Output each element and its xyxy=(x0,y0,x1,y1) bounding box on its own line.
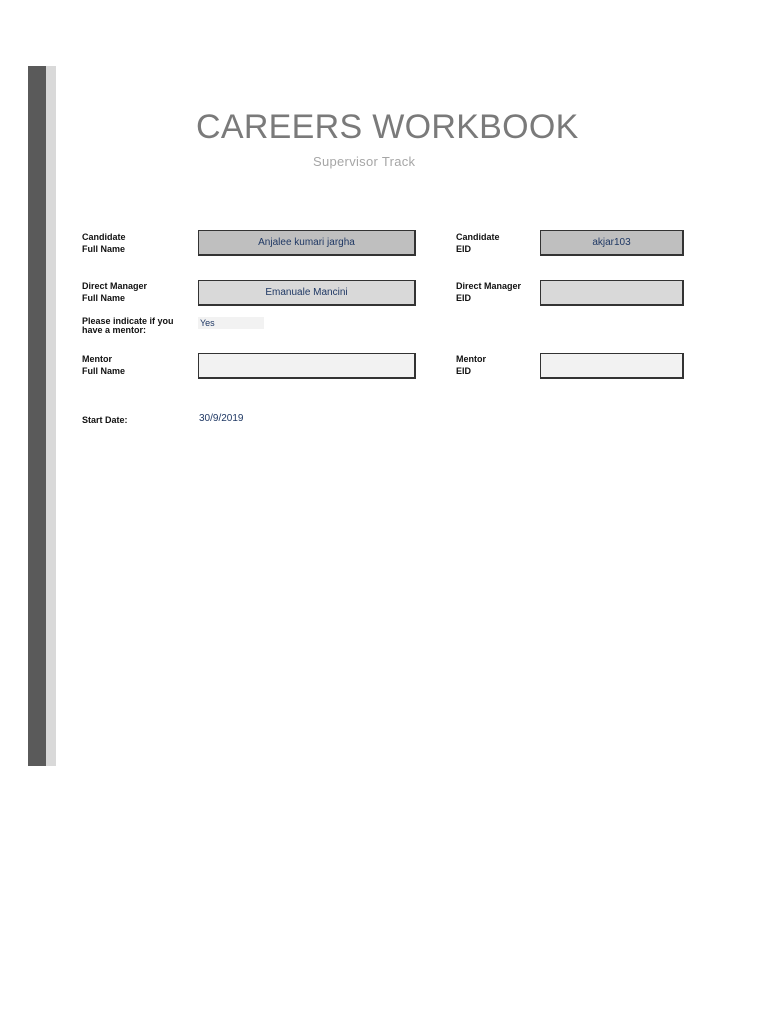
candidate-eid-label-line2: EID xyxy=(456,244,472,254)
mentor-answer-select[interactable]: Yes xyxy=(198,317,264,329)
manager-eid-field[interactable] xyxy=(540,280,684,306)
start-date-value[interactable]: 30/9/2019 xyxy=(199,413,244,424)
mentor-question-line2: have a mentor: xyxy=(82,325,147,335)
page-title: CAREERS WORKBOOK xyxy=(196,108,579,146)
page-subtitle: Supervisor Track xyxy=(313,154,416,169)
sidebar-dark-stripe xyxy=(28,66,46,766)
start-date-label: Start Date: xyxy=(82,415,128,425)
manager-name-label xyxy=(82,280,147,304)
mentor-eid-label-line1: Mentor xyxy=(456,354,486,364)
mentor-question-label xyxy=(82,317,174,335)
mentor-name-label-line1: Mentor xyxy=(82,354,112,364)
manager-name-field[interactable]: Emanuale Mancini xyxy=(198,280,416,306)
mentor-question-line1: Please indicate if you xyxy=(82,316,174,326)
sidebar-light-stripe xyxy=(46,66,56,766)
mentor-name-field[interactable] xyxy=(198,353,416,379)
candidate-name-label-line1: Candidate xyxy=(82,232,126,242)
mentor-eid-label-line2: EID xyxy=(456,366,472,376)
mentor-name-label-line2: Full Name xyxy=(82,366,126,376)
manager-name-label-line1: Direct Manager xyxy=(82,281,148,291)
manager-name-label-line2: Full Name xyxy=(82,293,126,303)
candidate-name-label xyxy=(82,231,126,255)
mentor-eid-field[interactable] xyxy=(540,353,684,379)
mentor-eid-label xyxy=(456,353,486,377)
candidate-name-field[interactable]: Anjalee kumari jargha xyxy=(198,230,416,256)
manager-eid-label xyxy=(456,280,521,304)
manager-eid-label-line2: EID xyxy=(456,293,472,303)
candidate-eid-field[interactable]: akjar103 xyxy=(540,230,684,256)
candidate-eid-label-line1: Candidate xyxy=(456,232,500,242)
manager-eid-label-line1: Direct Manager xyxy=(456,281,522,291)
candidate-name-label-line2: Full Name xyxy=(82,244,126,254)
candidate-eid-label xyxy=(456,231,500,255)
mentor-name-label xyxy=(82,353,125,377)
